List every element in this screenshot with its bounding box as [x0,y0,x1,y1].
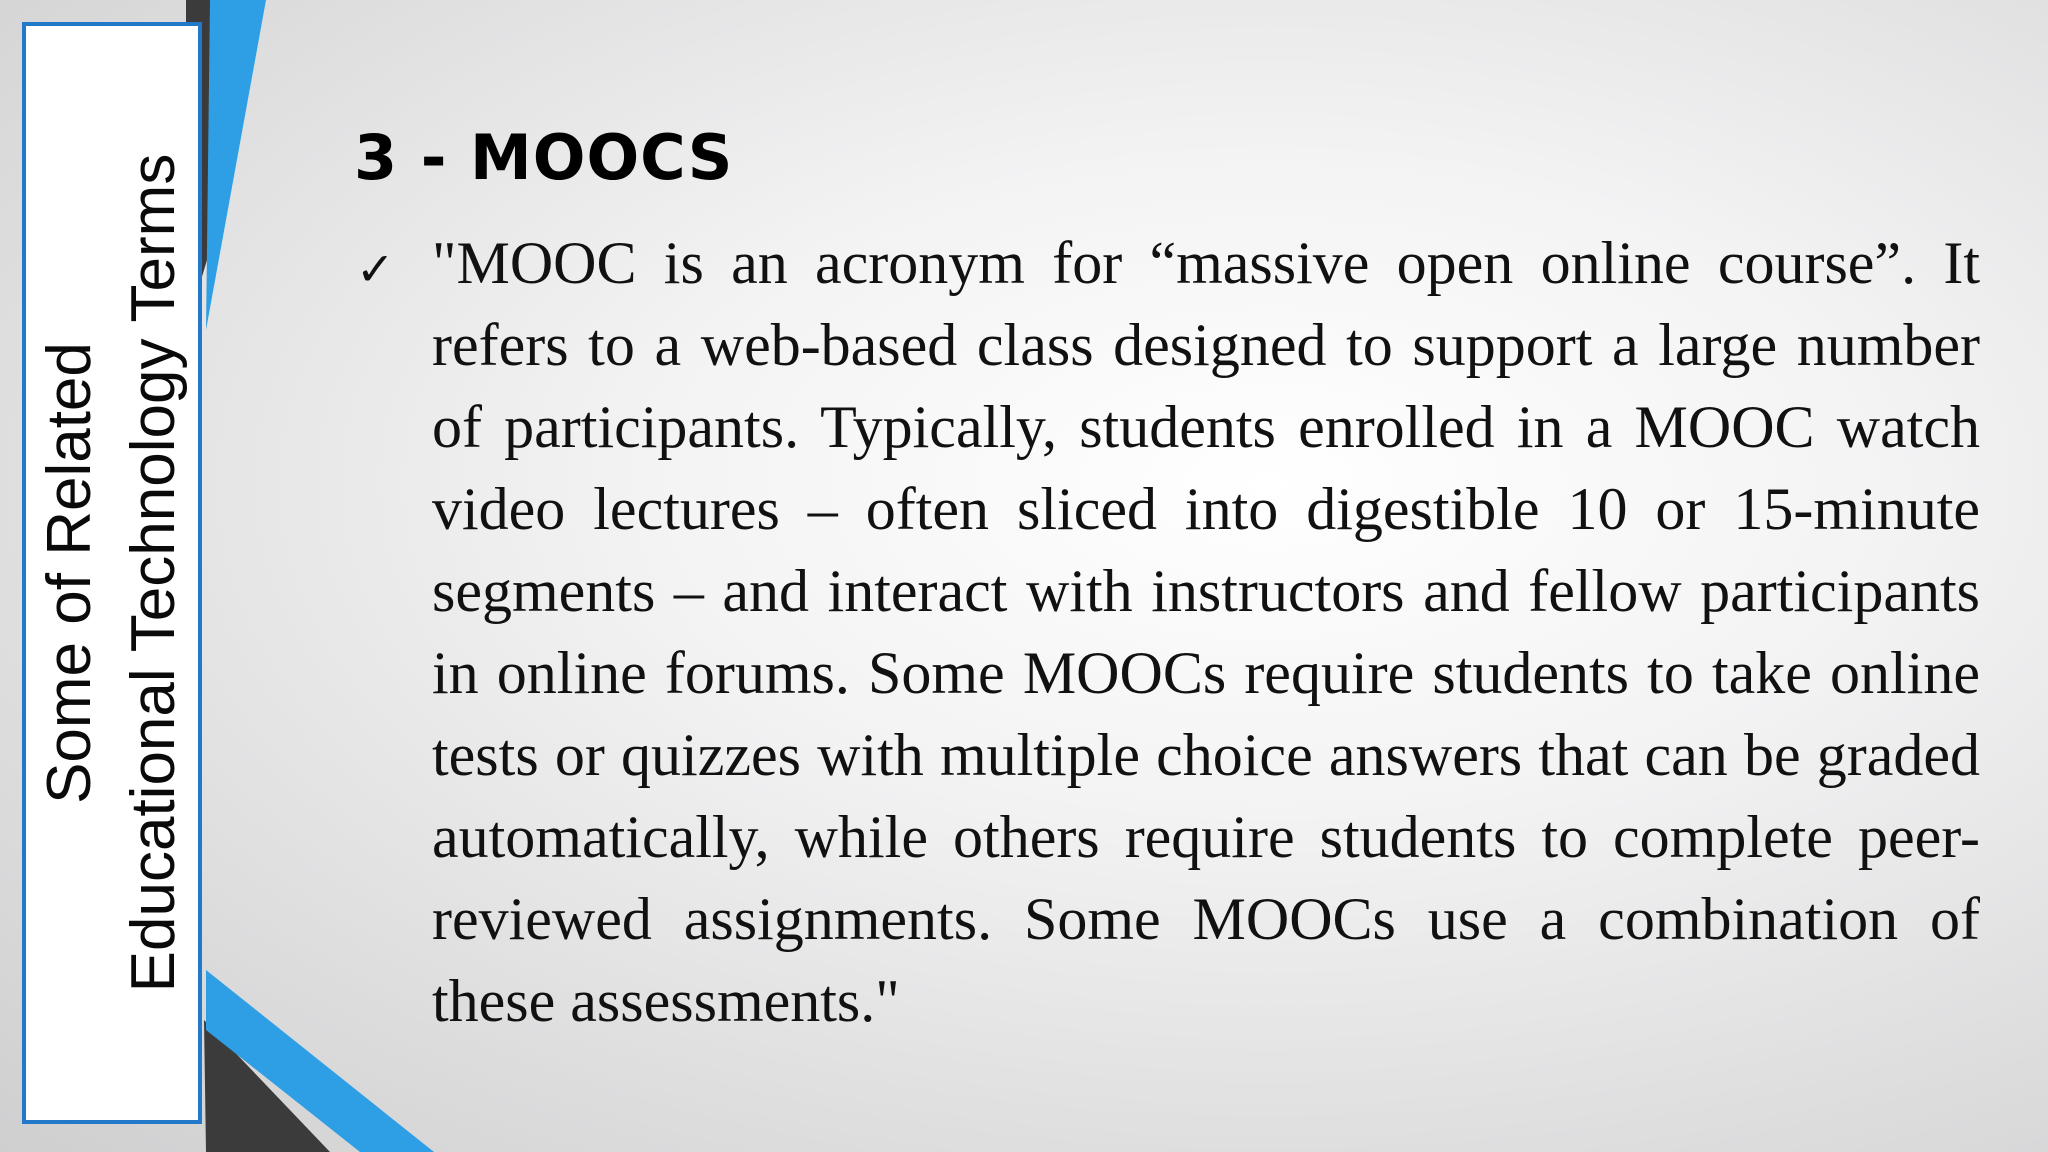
slide-heading: 3 - MOOCS [354,121,734,194]
checkmark-icon: ✓ [356,242,395,296]
bullet-paragraph: "MOOC is an acronym for “massive open online course”. It refers to a web-based class designed to support a large number of participants. Typically, students enrolled in a MOOC watch video lectures – often sliced into digestible 10 or 15-minute segments – and interact with instructors and fellow participants in online forums. Some MOOCs require students to take online tests or quizzes with multiple choice answers that can be graded automatically, while others require students to complete peer-reviewed assignments. Some MOOCs use a combination of these assessments." [432,230,1980,1034]
sidebar-title-line-2: Educational Technology Terms [119,153,188,993]
sidebar-title-line-1: Some of Related [35,342,104,804]
sidebar-title [28,23,196,1123]
accent-stripe-blue-top [206,0,266,330]
